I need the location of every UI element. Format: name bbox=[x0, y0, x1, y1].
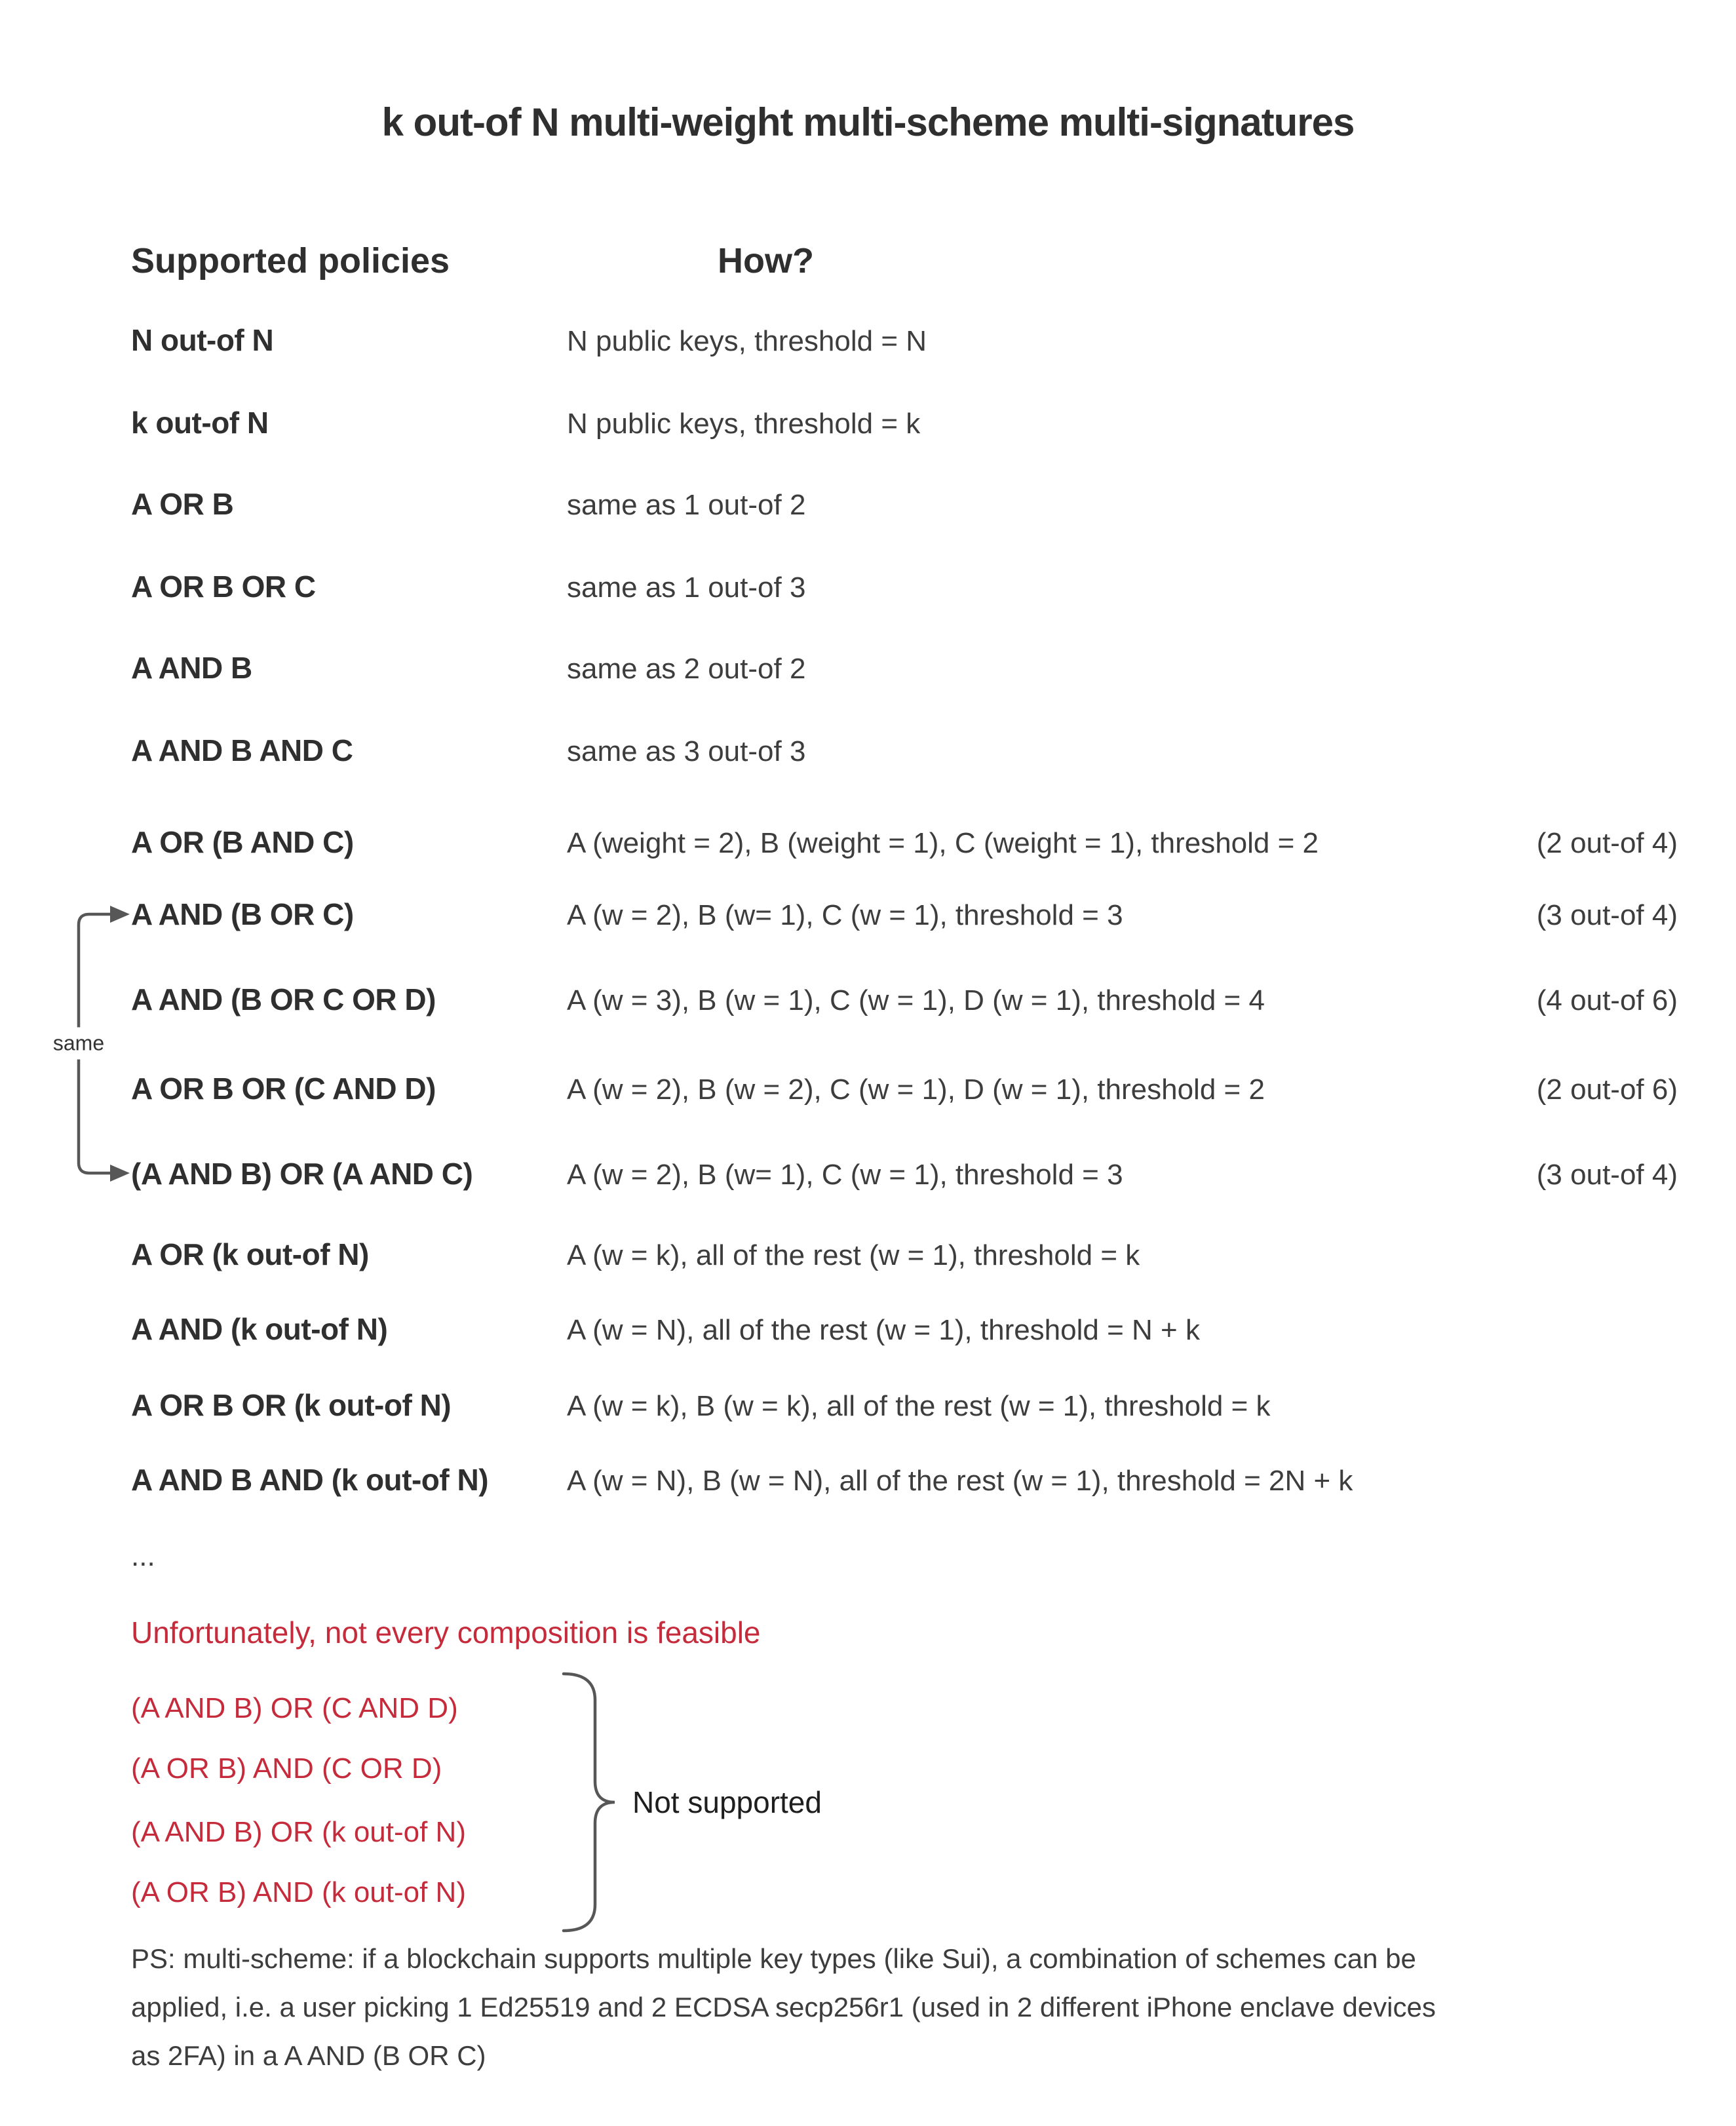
table-row bbox=[131, 1308, 1678, 1351]
curly-brace-icon bbox=[557, 1671, 629, 1933]
table-row bbox=[131, 1153, 1678, 1196]
not-feasible-heading: Unfortunately, not every composition is feasible bbox=[131, 1615, 761, 1650]
policy-label: k out-of N bbox=[131, 406, 269, 440]
policy-label: A OR B bbox=[131, 487, 234, 521]
unsupported-policy: (A AND B) OR (C AND D) bbox=[131, 1692, 458, 1724]
policy-equivalent: (2 out-of 6) bbox=[1536, 1073, 1678, 1106]
policy-how: A (w = N), B (w = N), all of the rest (w = 1), threshold = 2N + k bbox=[567, 1465, 1353, 1497]
table-row bbox=[131, 647, 1678, 690]
policy-equivalent: (4 out-of 6) bbox=[1536, 984, 1678, 1016]
policy-label: A OR B OR (C AND D) bbox=[131, 1072, 436, 1106]
ps-note-line: PS: multi-scheme: if a blockchain supports multiple key types (like Sui), a combination of schemes can be bbox=[131, 1943, 1416, 1974]
policy-how: A (weight = 2), B (weight = 1), C (weight = 1), threshold = 2 bbox=[567, 827, 1319, 859]
table-row bbox=[131, 1233, 1678, 1277]
policy-how: A (w = 2), B (w = 2), C (w = 1), D (w = 1), threshold = 2 bbox=[567, 1073, 1265, 1106]
policy-how: same as 1 out-of 2 bbox=[567, 489, 806, 521]
policy-how: A (w = 2), B (w= 1), C (w = 1), threshold = 3 bbox=[567, 1159, 1123, 1191]
policy-how: A (w = 3), B (w = 1), C (w = 1), D (w = 1), threshold = 4 bbox=[567, 984, 1265, 1016]
policy-label: A AND B AND (k out-of N) bbox=[131, 1463, 489, 1497]
policy-equivalent: (3 out-of 4) bbox=[1536, 899, 1678, 931]
policy-how: N public keys, threshold = N bbox=[567, 325, 927, 357]
ps-note-line: as 2FA) in a A AND (B OR C) bbox=[131, 2040, 486, 2071]
policy-label: A AND (B OR C OR D) bbox=[131, 982, 436, 1016]
policy-equivalent: (2 out-of 4) bbox=[1536, 827, 1678, 859]
unsupported-policy: (A AND B) OR (k out-of N) bbox=[131, 1816, 466, 1848]
policy-equivalent: (3 out-of 4) bbox=[1536, 1159, 1678, 1191]
policy-how: A (w = k), B (w = k), all of the rest (w = 1), threshold = k bbox=[567, 1390, 1271, 1422]
table-row bbox=[131, 566, 1678, 609]
policy-how: A (w = N), all of the rest (w = 1), threshold = N + k bbox=[567, 1314, 1200, 1346]
unsupported-policy: (A OR B) AND (k out-of N) bbox=[131, 1876, 466, 1908]
table-row bbox=[131, 893, 1678, 937]
arrow-right-icon bbox=[110, 1165, 130, 1182]
policy-how: A (w = k), all of the rest (w = 1), threshold = k bbox=[567, 1239, 1140, 1271]
policy-label: A OR B OR (k out-of N) bbox=[131, 1388, 452, 1422]
table-row bbox=[131, 483, 1678, 526]
table-ellipsis: ... bbox=[131, 1540, 155, 1572]
policy-label: A AND B AND C bbox=[131, 733, 353, 767]
policy-how: same as 1 out-of 3 bbox=[567, 571, 806, 604]
ps-note-line: applied, i.e. a user picking 1 Ed25519 and 2 ECDSA secp256r1 (used in 2 different iPhone enclave devices bbox=[131, 1992, 1436, 2022]
not-supported-label: Not supported bbox=[632, 1785, 822, 1819]
page-title: k out-of N multi-weight multi-scheme multi-signatures bbox=[381, 100, 1355, 144]
column-header-how: How? bbox=[718, 241, 814, 280]
ps-note bbox=[131, 1935, 1678, 2080]
policy-label: A AND B bbox=[131, 651, 252, 685]
policy-label: A OR (B AND C) bbox=[131, 825, 354, 859]
table-row bbox=[131, 402, 1678, 445]
policy-how: N public keys, threshold = k bbox=[567, 408, 921, 440]
policy-label: (A AND B) OR (A AND C) bbox=[131, 1157, 473, 1191]
policy-how: same as 3 out-of 3 bbox=[567, 735, 806, 767]
arrow-right-icon bbox=[110, 906, 130, 923]
column-header-supported-policies: Supported policies bbox=[131, 241, 450, 280]
same-annotation-label: same bbox=[48, 1028, 109, 1060]
policy-how: A (w = 2), B (w= 1), C (w = 1), threshold = 3 bbox=[567, 899, 1123, 931]
table-row bbox=[131, 1459, 1678, 1502]
policy-label: A AND (k out-of N) bbox=[131, 1312, 388, 1346]
policy-label: A OR B OR C bbox=[131, 570, 316, 604]
table-row bbox=[131, 319, 1678, 362]
table-row bbox=[131, 1384, 1678, 1427]
table-row bbox=[131, 729, 1678, 773]
table-row bbox=[131, 821, 1678, 864]
policy-how: same as 2 out-of 2 bbox=[567, 653, 806, 685]
policy-label: A OR (k out-of N) bbox=[131, 1237, 369, 1271]
unsupported-policy: (A OR B) AND (C OR D) bbox=[131, 1752, 442, 1785]
policy-label: N out-of N bbox=[131, 323, 274, 357]
table-row bbox=[131, 978, 1678, 1022]
policy-label: A AND (B OR C) bbox=[131, 897, 354, 931]
table-row bbox=[131, 1068, 1678, 1111]
